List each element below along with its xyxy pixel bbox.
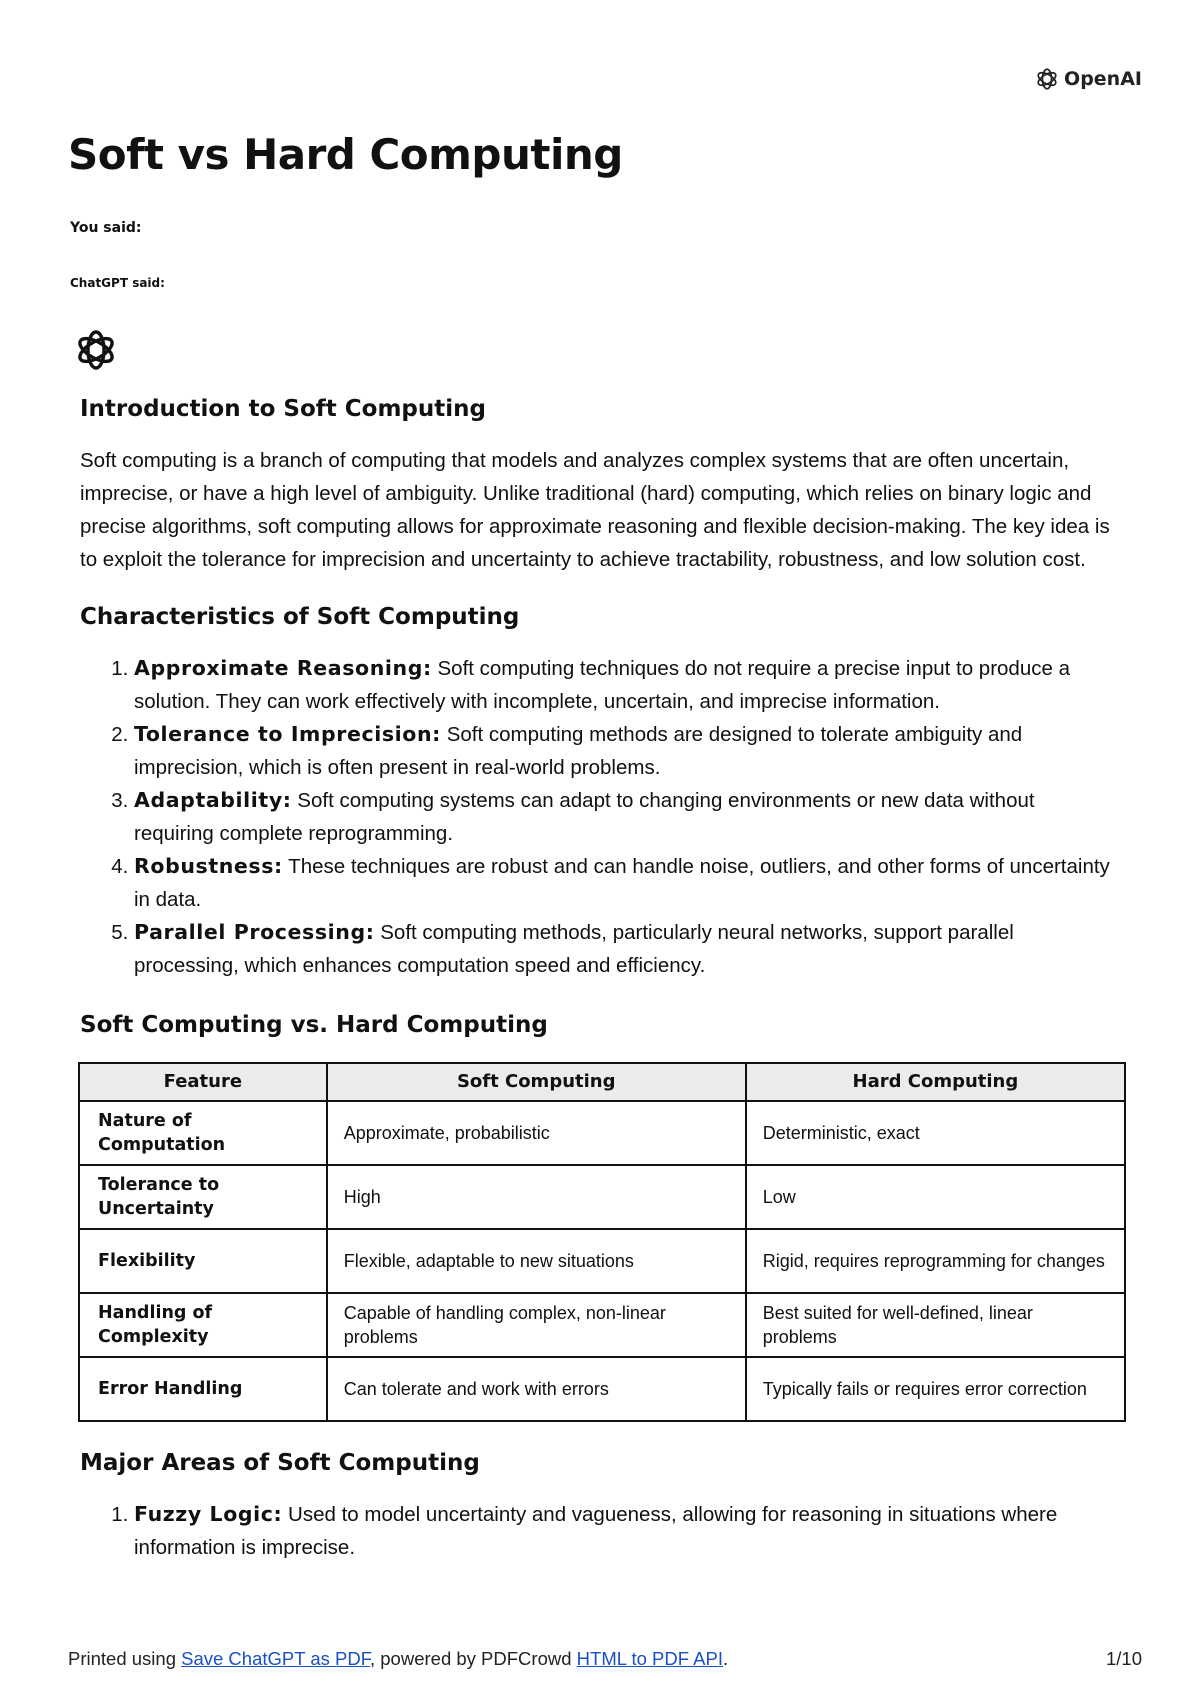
- list-item: 1. Fuzzy Logic: Used to model uncertainty and vagueness, allowing for reasoning in situations where information is imprecise.: [134, 1498, 1120, 1564]
- table-row: [79, 1229, 1125, 1293]
- table-cell: Error Handling: [79, 1357, 327, 1421]
- list-item: 1. Approximate Reasoning: Soft computing techniques do not require a precise input to produce a solution. They can work effectively with incomplete, uncertain, and imprecise information.: [134, 652, 1120, 718]
- page-title: Soft vs Hard Computing: [68, 130, 623, 179]
- table-cell: Typically fails or requires error correction: [746, 1357, 1125, 1421]
- table-row: [79, 1101, 1125, 1165]
- table-cell: Nature of Computation: [79, 1101, 327, 1165]
- characteristics-heading: Characteristics of Soft Computing: [80, 604, 520, 630]
- comparison-table: [78, 1062, 1126, 1422]
- table-cell: Flexible, adaptable to new situations: [327, 1229, 746, 1293]
- chatgpt-said-label: ChatGPT said:: [70, 276, 165, 290]
- characteristics-list: [80, 652, 1120, 982]
- table-cell: Best suited for well-defined, linear problems: [746, 1293, 1125, 1357]
- table-cell: Can tolerate and work with errors: [327, 1357, 746, 1421]
- table-cell: Deterministic, exact: [746, 1101, 1125, 1165]
- list-item: 3. Adaptability: Soft computing systems can adapt to changing environments or new data without requiring complete reprogramming.: [134, 784, 1120, 850]
- table-cell: Approximate, probabilistic: [327, 1101, 746, 1165]
- table-header-row: [79, 1063, 1125, 1101]
- list-item: 4. Robustness: These techniques are robust and can handle noise, outliers, and other forms of uncertainty in data.: [134, 850, 1120, 916]
- html-to-pdf-api-link[interactable]: HTML to PDF API: [576, 1648, 723, 1669]
- table-row: [79, 1293, 1125, 1357]
- column-header: Feature: [79, 1063, 327, 1101]
- major-areas-list: [80, 1498, 1120, 1564]
- column-header: Hard Computing: [746, 1063, 1125, 1101]
- save-chatgpt-pdf-link[interactable]: Save ChatGPT as PDF: [181, 1648, 370, 1669]
- intro-paragraph: Soft computing is a branch of computing that models and analyzes complex systems that are often uncertain, imprecise, or have a high level of ambiguity. Unlike traditional (hard) computing, which relies on binary logic and precise algorithms, soft computing allows for approximate reasoning and flexible decision-making. The key idea is to exploit the tolerance for imprecision and uncertainty to achieve tractability, robustness, and low solution cost.: [80, 449, 1110, 571]
- table-row: [79, 1165, 1125, 1229]
- chat-response: [80, 396, 1120, 1564]
- page-number: 1/10: [1105, 1648, 1142, 1669]
- comparison-heading: Soft Computing vs. Hard Computing: [80, 1012, 548, 1038]
- list-item: 2. Tolerance to Imprecision: Soft computing methods are designed to tolerate ambiguity and imprecision, which is often present in real-world problems.: [134, 718, 1120, 784]
- column-header: Soft Computing: [327, 1063, 746, 1101]
- chatgpt-avatar-icon: [72, 326, 120, 374]
- major-areas-heading: Major Areas of Soft Computing: [80, 1450, 480, 1476]
- table-cell: Rigid, requires reprogramming for changes: [746, 1229, 1125, 1293]
- table-cell: Tolerance to Uncertainty: [79, 1165, 327, 1229]
- list-item: 5. Parallel Processing: Soft computing methods, particularly neural networks, support parallel processing, which enhances computation speed and efficiency.: [134, 916, 1120, 982]
- table-row: [79, 1357, 1125, 1421]
- table-cell: Handling of Complexity: [79, 1293, 327, 1357]
- openai-logo-icon: [1034, 66, 1060, 92]
- you-said-label: You said:: [70, 220, 142, 236]
- footer-credit: Printed using Save ChatGPT as PDF, powered by PDFCrowd HTML to PDF API.: [68, 1648, 729, 1669]
- openai-brand: [1034, 66, 1142, 92]
- brand-name: OpenAI: [1064, 68, 1142, 90]
- print-footer: [68, 1648, 1142, 1670]
- table-cell: Capable of handling complex, non-linear problems: [327, 1293, 746, 1357]
- table-cell: Flexibility: [79, 1229, 327, 1293]
- table-cell: High: [327, 1165, 746, 1229]
- table-cell: Low: [746, 1165, 1125, 1229]
- intro-heading: Introduction to Soft Computing: [80, 396, 486, 422]
